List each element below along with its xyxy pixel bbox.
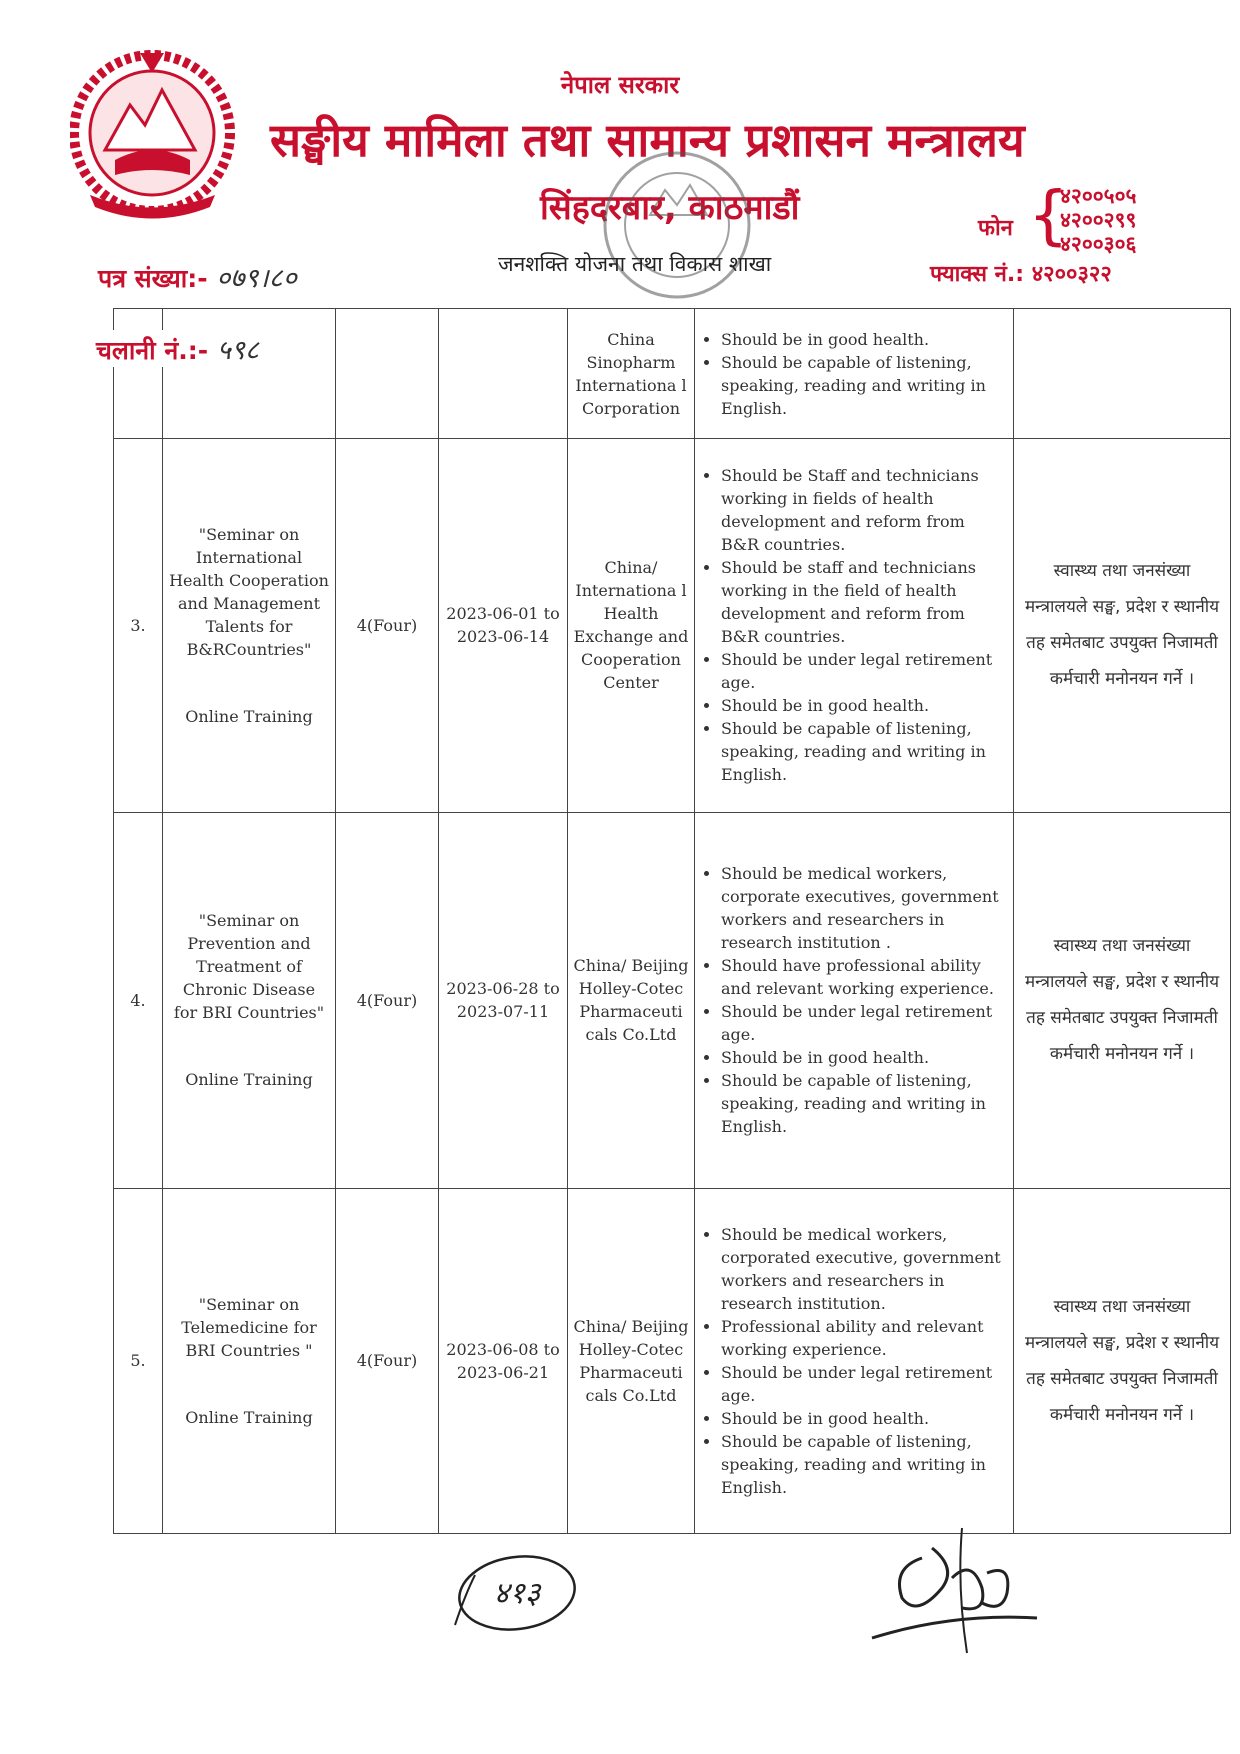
note-cell: स्वास्थ्य तथा जनसंख्या मन्त्रालयले सङ्घ, प्रदेश र स्थानीय तह समेतबाट उपयुक्त निजामती कर्मचारी मनोनयन गर्ने । <box>1014 1188 1231 1533</box>
criteria-item: • Should be medical workers, corporated executive, government workers and researchers in research institution. <box>721 1223 1007 1315</box>
fax-label: फ्याक्स नं.: <box>930 262 1025 287</box>
dates-cell: 2023-06-01 to 2023-06-14 <box>439 439 568 813</box>
table-row <box>114 1188 1231 1533</box>
program-type: Online Training <box>185 1070 313 1090</box>
criteria-item: • Should be under legal retirement age. <box>721 1000 1007 1046</box>
criteria-item: • Should be under legal retirement age. <box>721 648 1007 694</box>
criteria-item: • Should have professional ability and relevant working experience. <box>721 954 1007 1000</box>
participants-cell: 4(Four) <box>336 439 439 813</box>
ministry-stamp-icon <box>595 145 760 305</box>
program-title: "Seminar on International Health Cooperation and Management Talents for B&RCountries" <box>169 524 329 659</box>
title-cell <box>163 439 336 813</box>
criteria-item: • Should be capable of listening, speaking, reading and writing in English. <box>721 1430 1007 1499</box>
table-row <box>114 439 1231 813</box>
criteria-item: • Should be Staff and technicians working in fields of health development and reform from B&R countries. <box>721 464 1007 556</box>
serial-cell: 5. <box>114 1188 163 1533</box>
dates-cell <box>439 309 568 439</box>
criteria-item: • Should be in good health. <box>721 328 1007 351</box>
criteria-cell <box>695 309 1014 439</box>
ministry-name: सङ्घीय मामिला तथा सामान्य प्रशासन मन्त्रालय <box>270 113 1025 167</box>
criteria-item: • Should be under legal retirement age. <box>721 1361 1007 1407</box>
circled-initials-signature-icon <box>445 1545 585 1640</box>
phone-label: फोन <box>978 216 1013 241</box>
criteria-item: • Should be capable of listening, speaking, reading and writing in English. <box>721 351 1007 420</box>
serial-cell <box>114 309 163 439</box>
program-type: Online Training <box>185 706 313 726</box>
criteria-item: • Should be in good health. <box>721 1407 1007 1430</box>
organizer-cell: China/ Beijing Holley-Cotec Pharmaceuti cals Co.Ltd <box>568 1188 695 1533</box>
dispatch-number <box>96 330 259 367</box>
initials-text: ४१३ <box>493 1576 541 1611</box>
criteria-item: • Should be medical workers, corporate executives, government workers and researchers in research institution . <box>721 862 1007 954</box>
criteria-item: • Should be capable of listening, speaking, reading and writing in English. <box>721 717 1007 786</box>
serial-cell: 4. <box>114 812 163 1188</box>
title-cell <box>163 309 336 439</box>
letter-number-value: ०७९।८० <box>216 263 297 294</box>
dispatch-number-label: चलानी नं.:- <box>96 336 209 365</box>
ministry-address: सिंहदरबार, काठमाडौं <box>540 188 800 228</box>
criteria-item: • Should be in good health. <box>721 1046 1007 1069</box>
letter-number <box>98 258 297 295</box>
serial-cell: 3. <box>114 439 163 813</box>
organizer-cell: China Sinopharm Internationa l Corporation <box>568 309 695 439</box>
table-row <box>114 309 1231 439</box>
phone-number: ४२००३०६ <box>1060 232 1137 256</box>
handwritten-signature-icon <box>862 1518 1042 1658</box>
note-cell: स्वास्थ्य तथा जनसंख्या मन्त्रालयले सङ्घ, प्रदेश र स्थानीय तह समेतबाट उपयुक्त निजामती कर्मचारी मनोनयन गर्ने । <box>1014 439 1231 813</box>
criteria-cell <box>695 812 1014 1188</box>
note-cell: स्वास्थ्य तथा जनसंख्या मन्त्रालयले सङ्घ, प्रदेश र स्थानीय तह समेतबाट उपयुक्त निजामती कर्मचारी मनोनयन गर्ने । <box>1014 812 1231 1188</box>
fax-value: ४२००३२२ <box>1031 262 1112 287</box>
letter-number-label: पत्र संख्या:- <box>98 264 208 293</box>
criteria-item: • Should be staff and technicians working in the field of health development and reform from B&R countries. <box>721 556 1007 648</box>
title-cell <box>163 1188 336 1533</box>
criteria-cell <box>695 1188 1014 1533</box>
section-name: जनशक्ति योजना तथा विकास शाखा <box>498 252 772 276</box>
participants-cell <box>336 309 439 439</box>
phone-number: ४२००५०५ <box>1060 184 1137 208</box>
dates-cell: 2023-06-28 to 2023-07-11 <box>439 812 568 1188</box>
dates-cell: 2023-06-08 to 2023-06-21 <box>439 1188 568 1533</box>
criteria-item: • Professional ability and relevant working experience. <box>721 1315 1007 1361</box>
criteria-item: • Should be in good health. <box>721 694 1007 717</box>
program-title: "Seminar on Telemedicine for BRI Countries " <box>181 1294 317 1360</box>
phone-numbers <box>1060 184 1136 256</box>
phone-brace: { <box>1028 179 1069 253</box>
government-name: नेपाल सरकार <box>560 71 680 99</box>
program-type: Online Training <box>185 1407 313 1427</box>
table-row <box>114 812 1231 1188</box>
criteria-cell <box>695 439 1014 813</box>
organizer-cell: China/ Beijing Holley-Cotec Pharmaceuti cals Co.Ltd <box>568 812 695 1188</box>
program-title: "Seminar on Prevention and Treatment of Chronic Disease for BRI Countries" <box>173 911 325 1023</box>
title-cell <box>163 812 336 1188</box>
phone-number: ४२००२९९ <box>1060 208 1137 232</box>
participants-cell: 4(Four) <box>336 1188 439 1533</box>
dispatch-number-value: ५९८ <box>216 335 259 366</box>
organizer-cell: China/ Internationa l Health Exchange and Cooperation Center <box>568 439 695 813</box>
participants-cell: 4(Four) <box>336 812 439 1188</box>
criteria-item: • Should be capable of listening, speaking, reading and writing in English. <box>721 1069 1007 1138</box>
note-cell <box>1014 309 1231 439</box>
fax-number <box>930 258 1112 288</box>
training-table <box>113 308 1231 1534</box>
